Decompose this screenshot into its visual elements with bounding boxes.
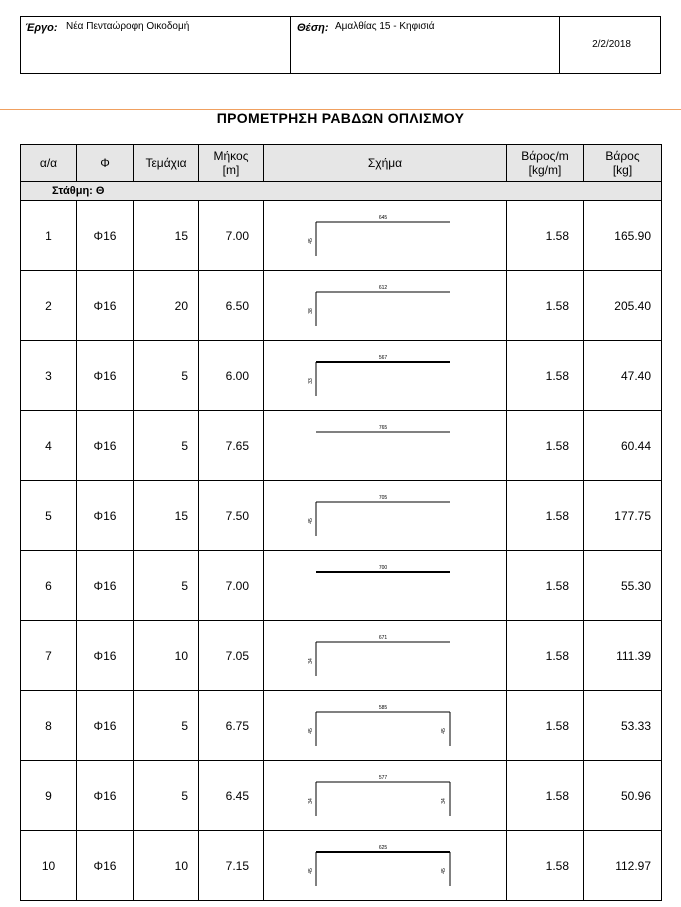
project-value: Νέα Πενταώροφη Οικοδομή (66, 21, 190, 32)
rebar-shape-L (316, 292, 450, 326)
shape-left-dimension: 45 (308, 517, 314, 524)
location-value: Αμαλθίας 15 - Κηφισιά (335, 21, 435, 32)
section-row (21, 182, 662, 201)
cell-phi: Φ16 (77, 481, 134, 551)
cell-shape (264, 621, 507, 691)
rebar-shape-L (316, 222, 450, 256)
location-cell (291, 17, 560, 73)
cell-shape (264, 341, 507, 411)
cell-phi: Φ16 (77, 411, 134, 481)
cell-weight: 60.44 (584, 411, 662, 481)
cell-pieces: 10 (134, 831, 199, 901)
cell-weight-per-m: 1.58 (507, 481, 584, 551)
rebar-shape-drawing (264, 833, 507, 899)
col-header-weight (584, 145, 662, 182)
cell-pieces: 10 (134, 621, 199, 691)
page-title: ΠΡΟΜΕΤΡΗΣΗ ΡΑΒΔΩΝ ΟΠΛΙΣΜΟΥ (216, 110, 465, 126)
cell-weight: 50.96 (584, 761, 662, 831)
shape-top-dimension: 765 (378, 424, 388, 431)
table-row (21, 691, 662, 761)
shape-top-dimension: 567 (378, 354, 388, 361)
shape-left-dimension: 45 (308, 867, 314, 874)
cell-length: 7.65 (199, 411, 264, 481)
cell-length: 6.50 (199, 271, 264, 341)
section-label: Στάθμη: Θ (21, 182, 662, 201)
cell-weight: 47.40 (584, 341, 662, 411)
cell-aa: 2 (21, 271, 77, 341)
cell-length: 7.00 (199, 201, 264, 271)
cell-aa: 6 (21, 551, 77, 621)
col-header-phi: Φ (77, 145, 134, 182)
cell-weight-per-m: 1.58 (507, 761, 584, 831)
cell-weight: 111.39 (584, 621, 662, 691)
cell-weight: 55.30 (584, 551, 662, 621)
cell-phi: Φ16 (77, 551, 134, 621)
shape-top-dimension: 700 (378, 564, 388, 571)
shape-left-dimension: 34 (308, 657, 314, 664)
rebar-shape-L (316, 642, 450, 676)
project-cell (21, 17, 291, 73)
cell-weight: 112.97 (584, 831, 662, 901)
rebar-shape-drawing (264, 413, 507, 479)
date-cell (560, 17, 660, 73)
shape-left-dimension: 38 (308, 307, 314, 314)
location-label: Θέση: (297, 22, 329, 34)
rebar-shape-drawing (264, 273, 507, 339)
col-header-weight-per-m (507, 145, 584, 182)
cell-weight-per-m: 1.58 (507, 551, 584, 621)
rebar-shape-drawing (264, 623, 507, 689)
col-header-wpm-line1: Βάρος/m (521, 149, 569, 163)
cell-phi: Φ16 (77, 271, 134, 341)
cell-pieces: 20 (134, 271, 199, 341)
table-row (21, 761, 662, 831)
col-header-pieces: Τεμάχια (134, 145, 199, 182)
cell-pieces: 15 (134, 201, 199, 271)
cell-weight: 205.40 (584, 271, 662, 341)
shape-right-dimension: 34 (441, 797, 447, 804)
cell-phi: Φ16 (77, 831, 134, 901)
cell-shape (264, 271, 507, 341)
cell-weight-per-m: 1.58 (507, 271, 584, 341)
shape-left-dimension: 33 (308, 377, 314, 384)
cell-weight-per-m: 1.58 (507, 341, 584, 411)
cell-pieces: 5 (134, 551, 199, 621)
cell-pieces: 5 (134, 411, 199, 481)
cell-shape (264, 761, 507, 831)
col-header-aa: α/α (21, 145, 77, 182)
col-header-length-line2: [m] (222, 163, 240, 177)
rebar-shape-drawing (264, 483, 507, 549)
table-row (21, 341, 662, 411)
cell-weight: 53.33 (584, 691, 662, 761)
project-label: Έργο: (25, 22, 58, 34)
col-header-wpm-line2: [kg/m] (528, 163, 562, 177)
rebar-shape-drawing (264, 203, 507, 269)
table-row (21, 621, 662, 691)
shape-top-dimension: 612 (378, 284, 388, 291)
shape-top-dimension: 645 (378, 214, 388, 221)
cell-length: 7.05 (199, 621, 264, 691)
date-value: 2/2/2018 (592, 39, 631, 50)
cell-phi: Φ16 (77, 761, 134, 831)
cell-aa: 7 (21, 621, 77, 691)
shape-top-dimension: 671 (378, 634, 388, 641)
table-header-row (21, 145, 662, 182)
cell-shape (264, 831, 507, 901)
table-row (21, 551, 662, 621)
cell-phi: Φ16 (77, 691, 134, 761)
col-header-shape: Σχήμα (264, 145, 507, 182)
rebar-shape-drawing (264, 693, 507, 759)
shape-left-dimension: 45 (308, 237, 314, 244)
cell-weight: 177.75 (584, 481, 662, 551)
rebar-shape-U (316, 852, 450, 886)
cell-aa: 10 (21, 831, 77, 901)
rebar-shape-L (316, 502, 450, 536)
shape-top-dimension: 625 (378, 844, 388, 851)
cell-length: 6.45 (199, 761, 264, 831)
shape-left-dimension: 34 (308, 797, 314, 804)
rebar-shape-U (316, 782, 450, 816)
cell-phi: Φ16 (77, 341, 134, 411)
table-row (21, 201, 662, 271)
shape-top-dimension: 705 (378, 494, 388, 501)
cell-weight-per-m: 1.58 (507, 691, 584, 761)
cell-aa: 4 (21, 411, 77, 481)
cell-shape (264, 551, 507, 621)
cell-weight-per-m: 1.58 (507, 201, 584, 271)
rebar-shape-L (316, 362, 450, 396)
cell-shape (264, 481, 507, 551)
cell-aa: 9 (21, 761, 77, 831)
cell-aa: 3 (21, 341, 77, 411)
col-header-weight-line2: [kg] (612, 163, 633, 177)
cell-aa: 1 (21, 201, 77, 271)
rebar-table (20, 144, 662, 901)
cell-length: 7.00 (199, 551, 264, 621)
cell-pieces: 15 (134, 481, 199, 551)
cell-length: 7.50 (199, 481, 264, 551)
cell-weight: 165.90 (584, 201, 662, 271)
cell-length: 6.75 (199, 691, 264, 761)
col-header-length (199, 145, 264, 182)
rebar-shape-drawing (264, 343, 507, 409)
cell-pieces: 5 (134, 691, 199, 761)
table-row (21, 831, 662, 901)
table-row (21, 411, 662, 481)
cell-shape (264, 411, 507, 481)
shape-top-dimension: 577 (378, 774, 388, 781)
cell-weight-per-m: 1.58 (507, 411, 584, 481)
rebar-shape-drawing (264, 553, 507, 619)
table-row (21, 481, 662, 551)
shape-right-dimension: 45 (441, 867, 447, 874)
shape-right-dimension: 45 (441, 727, 447, 734)
rebar-shape-drawing (264, 763, 507, 829)
col-header-weight-line1: Βάρος (605, 149, 640, 163)
cell-pieces: 5 (134, 341, 199, 411)
shape-top-dimension: 585 (378, 704, 388, 711)
cell-length: 7.15 (199, 831, 264, 901)
cell-pieces: 5 (134, 761, 199, 831)
table-row (21, 271, 662, 341)
rebar-shape-U (316, 712, 450, 746)
cell-shape (264, 201, 507, 271)
shape-left-dimension: 45 (308, 727, 314, 734)
col-header-length-line1: Μήκος (213, 149, 249, 163)
cell-phi: Φ16 (77, 621, 134, 691)
cell-length: 6.00 (199, 341, 264, 411)
project-header (20, 16, 661, 74)
cell-shape (264, 691, 507, 761)
cell-aa: 8 (21, 691, 77, 761)
cell-weight-per-m: 1.58 (507, 831, 584, 901)
cell-aa: 5 (21, 481, 77, 551)
cell-weight-per-m: 1.58 (507, 621, 584, 691)
cell-phi: Φ16 (77, 201, 134, 271)
